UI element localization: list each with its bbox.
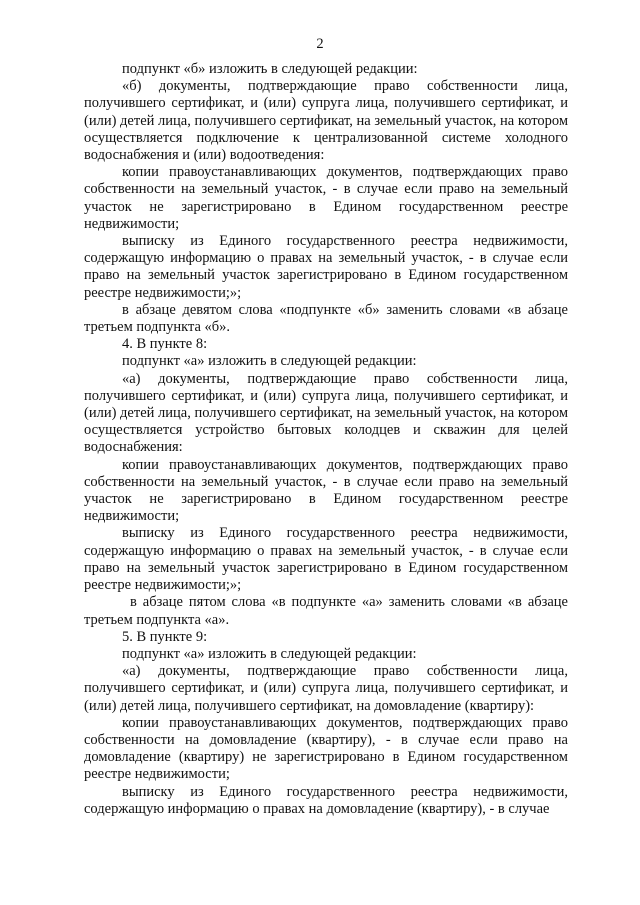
paragraph: 4. В пункте 8: <box>122 336 208 353</box>
paragraph: 5. В пункте 9: <box>122 628 208 645</box>
paragraph: подпункт «а» изложить в следующей редакции: <box>122 353 417 370</box>
paragraph: копии правоустанавливающих документов, подтверждающих право собственности на домовладение (квартиру), - в случае если право на домовладение (квартиру) не зарегистрировано в Едином государственном реестре недвижимости; <box>84 714 568 783</box>
paragraph: в абзаце девятом слова «подпункте «б» заменить словами «в абзаце третьем подпункта «б». <box>84 301 568 336</box>
paragraph: копии правоустанавливающих документов, подтверждающих право собственности на земельный участок, - в случае если право на земельный участок не зарегистрировано в Едином государственном реестре недвижимости; <box>84 164 568 232</box>
document-body <box>84 61 568 818</box>
paragraph: копии правоустанавливающих документов, подтверждающих право собственности на земельный участок, - в случае если право на земельный участок не зарегистрировано в Едином государственном реестре недвижимости; <box>84 456 568 525</box>
paragraph: «б) документы, подтверждающие право собственности лица, получившего сертификат, и (или) супруга лица, получившего сертификат, и (или) детей лица, получившего сертификат, на земельный участок, на котором осуществляется подключение к централизованной системе холодного водоснабжения и (или) водоотведения: <box>84 78 568 164</box>
paragraph: подпункт «б» изложить в следующей редакции: <box>122 61 418 77</box>
paragraph: выписку из Единого государственного реестра недвижимости, содержащую информацию о правах на земельный участок, - в случае если право на земельный участок зарегистрировано в Едином государственном реестре недвижимости;»; <box>84 525 568 594</box>
paragraph: подпункт «а» изложить в следующей редакции: <box>122 645 417 662</box>
paragraph: выписку из Единого государственного реестра недвижимости, содержащую информацию о правах на земельный участок, - в случае если право на земельный участок зарегистрировано в Едином государственном реестре недвижимости;»; <box>84 233 568 301</box>
paragraph: в абзаце пятом слова «в подпункте «а» заменить словами «в абзаце третьем подпункта «а». <box>84 594 568 628</box>
paragraph: «а) документы, подтверждающие право собственности лица, получившего сертификат, и (или) супруга лица, получившего сертификат, и (или) детей лица, получившего сертификат, на домовладение (квартиру): <box>84 663 568 714</box>
paragraph: выписку из Единого государственного реестра недвижимости, содержащую информацию о правах на домовладение (квартиру), - в случае <box>84 783 568 817</box>
paragraph: «а) документы, подтверждающие право собственности лица, получившего сертификат, и (или) супруга лица, получившего сертификат, и (или) детей лица, получившего сертификат, на земельный участок, на котором осуществляется устройство бытовых колодцев и скважин для целей водоснабжения: <box>84 370 568 456</box>
page-number: 2 <box>316 36 324 52</box>
